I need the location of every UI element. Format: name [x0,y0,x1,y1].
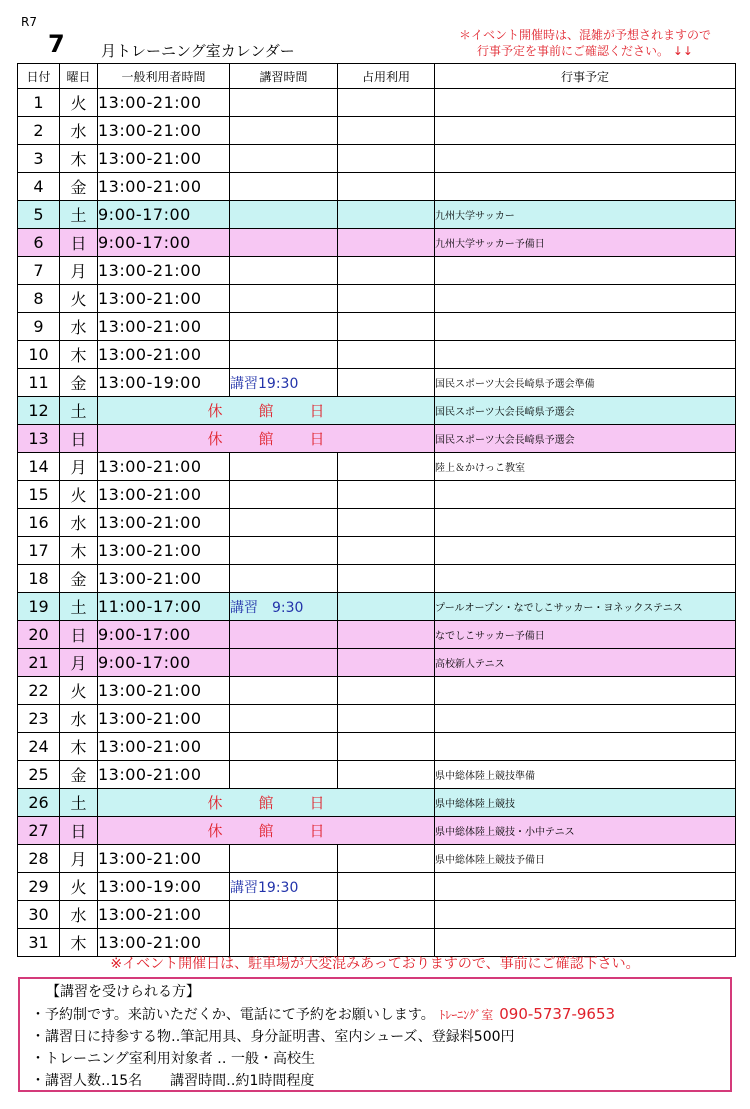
training-room-label: ﾄﾚｰﾆﾝｸﾞ室 [439,1008,494,1022]
cell-event [435,285,736,313]
cell-lecture-time [230,89,338,117]
cell-weekday: 月 [60,453,98,481]
table-row [18,873,736,901]
cell-lecture-time [230,705,338,733]
cell-general-hours: 13:00-21:00 [98,341,230,369]
contact-info [439,1007,615,1023]
table-row [18,257,736,285]
cell-event: なでしこサッカー予備日 [435,621,736,649]
cell-exclusive-use [338,117,435,145]
cell-date: 24 [18,733,60,761]
cell-exclusive-use [338,201,435,229]
closed-label-char: 休 [207,430,223,448]
cell-exclusive-use [338,369,435,397]
cell-lecture-time: 講習19:30 [230,369,338,397]
cell-exclusive-use [338,901,435,929]
cell-event [435,117,736,145]
closed-label-char: 日 [309,794,325,812]
cell-date: 16 [18,509,60,537]
cell-exclusive-use [338,621,435,649]
cell-lecture-time [230,145,338,173]
cell-general-hours: 13:00-21:00 [98,117,230,145]
table-row [18,117,736,145]
cell-weekday: 月 [60,649,98,677]
cell-lecture-time [230,117,338,145]
cell-date: 22 [18,677,60,705]
cell-date: 10 [18,341,60,369]
closed-label-char: 日 [309,430,325,448]
cell-event: プールオープン・なでしこサッカー・ヨネックステニス [435,593,736,621]
cell-general-hours: 13:00-21:00 [98,285,230,313]
cell-exclusive-use [338,173,435,201]
cell-date: 18 [18,565,60,593]
event-notice-line1: ＊イベント開催時は、混雑が予想されますので [458,28,711,42]
table-row [18,369,736,397]
cell-general-hours: 13:00-21:00 [98,453,230,481]
cell-exclusive-use [338,761,435,789]
cell-lecture-time [230,649,338,677]
table-row [18,705,736,733]
cell-event [435,537,736,565]
cell-weekday: 月 [60,845,98,873]
table-row [18,201,736,229]
table-row [18,677,736,705]
cell-weekday: 金 [60,173,98,201]
cell-weekday: 土 [60,201,98,229]
cell-exclusive-use [338,285,435,313]
cell-general-hours: 13:00-21:00 [98,901,230,929]
cell-lecture-time [230,453,338,481]
cell-weekday: 火 [60,677,98,705]
cell-weekday: 水 [60,313,98,341]
cell-event: 県中総体陸上競技 [435,789,736,817]
cell-weekday: 土 [60,397,98,425]
cell-general-hours: 13:00-21:00 [98,257,230,285]
cell-lecture-time [230,313,338,341]
column-header-weekday: 曜日 [60,64,98,89]
table-row [18,229,736,257]
cell-weekday: 火 [60,873,98,901]
lecture-info-reservation [31,1003,730,1026]
cell-event [435,173,736,201]
table-row [18,509,736,537]
cell-date: 4 [18,173,60,201]
lecture-info-box [18,977,732,1092]
cell-event: 高校新人テニス [435,649,736,677]
closed-label-char: 館 [258,822,274,840]
table-row [18,453,736,481]
table-row [18,761,736,789]
cell-date: 29 [18,873,60,901]
calendar-body [18,89,736,957]
cell-date: 30 [18,901,60,929]
table-row [18,565,736,593]
cell-general-hours: 13:00-21:00 [98,173,230,201]
table-row [18,845,736,873]
cell-general-hours: 13:00-19:00 [98,873,230,901]
cell-general-hours: 9:00-17:00 [98,229,230,257]
cell-lecture-time [230,761,338,789]
cell-date: 23 [18,705,60,733]
cell-weekday: 木 [60,733,98,761]
column-header-lecture-time: 講習時間 [230,64,338,89]
table-row [18,313,736,341]
cell-weekday: 火 [60,285,98,313]
cell-exclusive-use [338,341,435,369]
cell-date: 3 [18,145,60,173]
cell-lecture-time [230,229,338,257]
cell-weekday: 土 [60,593,98,621]
cell-date: 12 [18,397,60,425]
cell-exclusive-use [338,313,435,341]
cell-general-hours: 9:00-17:00 [98,201,230,229]
cell-date: 20 [18,621,60,649]
lecture-info-heading: 【講習を受けられる方】 [46,984,200,1000]
cell-weekday: 日 [60,229,98,257]
cell-lecture-time [230,341,338,369]
cell-general-hours: 13:00-21:00 [98,845,230,873]
cell-exclusive-use [338,649,435,677]
cell-event: 国民スポーツ大会長崎県予選会準備 [435,369,736,397]
cell-lecture-time: 講習 9:30 [230,593,338,621]
cell-general-hours: 13:00-21:00 [98,509,230,537]
table-row [18,621,736,649]
cell-event: 陸上＆かけっこ教室 [435,453,736,481]
cell-date: 15 [18,481,60,509]
parking-notice: ※イベント開催日は、駐車場が大変混みあっておりますので、事前にご確認下さい。 [110,956,640,972]
cell-general-hours: 13:00-21:00 [98,677,230,705]
cell-closed-day [98,817,435,845]
cell-lecture-time [230,285,338,313]
cell-general-hours: 9:00-17:00 [98,621,230,649]
month-number: 7 [48,30,65,58]
cell-weekday: 金 [60,565,98,593]
cell-weekday: 月 [60,257,98,285]
cell-lecture-time [230,257,338,285]
cell-general-hours: 13:00-21:00 [98,145,230,173]
cell-lecture-time [230,565,338,593]
closed-label-char: 日 [309,402,325,420]
cell-weekday: 木 [60,145,98,173]
cell-date: 21 [18,649,60,677]
cell-event [435,733,736,761]
closed-label-char: 休 [207,822,223,840]
table-row [18,537,736,565]
cell-date: 14 [18,453,60,481]
cell-lecture-time [230,845,338,873]
phone-number[interactable]: 090-5737-9653 [499,1005,616,1023]
cell-date: 13 [18,425,60,453]
cell-event [435,89,736,117]
cell-exclusive-use [338,733,435,761]
cell-date: 11 [18,369,60,397]
cell-weekday: 金 [60,369,98,397]
cell-lecture-time [230,733,338,761]
cell-exclusive-use [338,873,435,901]
cell-date: 31 [18,929,60,957]
closed-label-char: 休 [207,402,223,420]
table-row [18,481,736,509]
column-header-events: 行事予定 [435,64,736,89]
cell-event [435,705,736,733]
cell-exclusive-use [338,89,435,117]
table-row [18,341,736,369]
cell-general-hours: 11:00-17:00 [98,593,230,621]
cell-date: 27 [18,817,60,845]
cell-lecture-time: 講習19:30 [230,873,338,901]
cell-exclusive-use [338,593,435,621]
cell-lecture-time [230,621,338,649]
cell-event: 国民スポーツ大会長崎県予選会 [435,397,736,425]
cell-event: 県中総体陸上競技・小中テニス [435,817,736,845]
cell-weekday: 水 [60,901,98,929]
cell-date: 19 [18,593,60,621]
cell-weekday: 日 [60,621,98,649]
cell-date: 1 [18,89,60,117]
cell-weekday: 日 [60,425,98,453]
cell-weekday: 土 [60,789,98,817]
cell-event [435,313,736,341]
cell-exclusive-use [338,257,435,285]
cell-general-hours: 9:00-17:00 [98,649,230,677]
lecture-info-items: ・講習日に持参する物‥筆記用具、身分証明書、室内シューズ、登録料500円 [31,1029,515,1045]
cell-date: 2 [18,117,60,145]
cell-exclusive-use [338,705,435,733]
column-header-date: 日付 [18,64,60,89]
cell-date: 8 [18,285,60,313]
cell-lecture-time [230,481,338,509]
cell-event [435,901,736,929]
cell-exclusive-use [338,509,435,537]
calendar-table [17,63,736,957]
closed-label-char: 休 [207,794,223,812]
cell-date: 26 [18,789,60,817]
cell-general-hours: 13:00-21:00 [98,565,230,593]
cell-event [435,873,736,901]
cell-date: 28 [18,845,60,873]
cell-event [435,341,736,369]
column-header-general-hours: 一般利用者時間 [98,64,230,89]
cell-lecture-time [230,509,338,537]
cell-event [435,145,736,173]
cell-date: 5 [18,201,60,229]
cell-weekday: 火 [60,89,98,117]
cell-general-hours: 13:00-21:00 [98,89,230,117]
cell-event: 国民スポーツ大会長崎県予選会 [435,425,736,453]
cell-weekday: 水 [60,705,98,733]
table-row [18,89,736,117]
cell-weekday: 木 [60,341,98,369]
column-header-exclusive-use: 占用利用 [338,64,435,89]
table-row [18,649,736,677]
cell-exclusive-use [338,537,435,565]
closed-label-char: 館 [258,794,274,812]
cell-general-hours: 13:00-21:00 [98,481,230,509]
closed-label-char: 日 [309,822,325,840]
cell-date: 17 [18,537,60,565]
closed-label-char: 館 [258,430,274,448]
cell-date: 6 [18,229,60,257]
table-row [18,173,736,201]
cell-general-hours: 13:00-19:00 [98,369,230,397]
event-notice-top [440,27,730,59]
cell-exclusive-use [338,845,435,873]
table-row [18,593,736,621]
cell-weekday: 木 [60,537,98,565]
cell-date: 25 [18,761,60,789]
cell-event [435,509,736,537]
era-label: R7 [21,15,37,29]
cell-exclusive-use [338,481,435,509]
cell-exclusive-use [338,453,435,481]
cell-general-hours: 13:00-21:00 [98,705,230,733]
cell-exclusive-use [338,677,435,705]
table-row [18,425,736,453]
table-row [18,145,736,173]
cell-general-hours: 13:00-21:00 [98,733,230,761]
cell-closed-day [98,425,435,453]
cell-exclusive-use [338,565,435,593]
table-row [18,901,736,929]
cell-weekday: 木 [60,929,98,957]
reservation-text: ・予約制です。来訪いただくか、電話にて予約をお願いします。 [31,1007,435,1023]
cell-event: 県中総体陸上競技準備 [435,761,736,789]
lecture-info-capacity: ・講習人数‥15名 講習時間‥約1時間程度 [31,1073,315,1089]
cell-general-hours: 13:00-21:00 [98,537,230,565]
table-row [18,397,736,425]
table-header-row [18,64,736,89]
cell-event [435,257,736,285]
cell-lecture-time [230,901,338,929]
cell-event [435,565,736,593]
cell-closed-day [98,789,435,817]
page-title: 月トレーニング室カレンダー [101,42,295,60]
cell-event: 九州大学サッカー [435,201,736,229]
cell-event: 九州大学サッカー予備日 [435,229,736,257]
cell-lecture-time [230,201,338,229]
cell-weekday: 水 [60,509,98,537]
cell-weekday: 金 [60,761,98,789]
cell-exclusive-use [338,229,435,257]
event-notice-line2: 行事予定を事前にご確認ください。 ↓↓ [477,44,693,58]
table-row [18,817,736,845]
cell-event [435,677,736,705]
closed-label-char: 館 [258,402,274,420]
lecture-info-eligibility: ・トレーニング室利用対象者 ‥ 一般・高校生 [31,1051,315,1067]
cell-weekday: 日 [60,817,98,845]
cell-date: 7 [18,257,60,285]
cell-lecture-time [230,173,338,201]
cell-general-hours: 13:00-21:00 [98,761,230,789]
cell-weekday: 火 [60,481,98,509]
cell-weekday: 水 [60,117,98,145]
cell-general-hours: 13:00-21:00 [98,929,230,957]
table-row [18,733,736,761]
table-row [18,789,736,817]
cell-event [435,481,736,509]
cell-date: 9 [18,313,60,341]
cell-lecture-time [230,537,338,565]
cell-closed-day [98,397,435,425]
cell-lecture-time [230,677,338,705]
cell-event: 県中総体陸上競技予備日 [435,845,736,873]
cell-exclusive-use [338,145,435,173]
table-row [18,285,736,313]
cell-general-hours: 13:00-21:00 [98,313,230,341]
